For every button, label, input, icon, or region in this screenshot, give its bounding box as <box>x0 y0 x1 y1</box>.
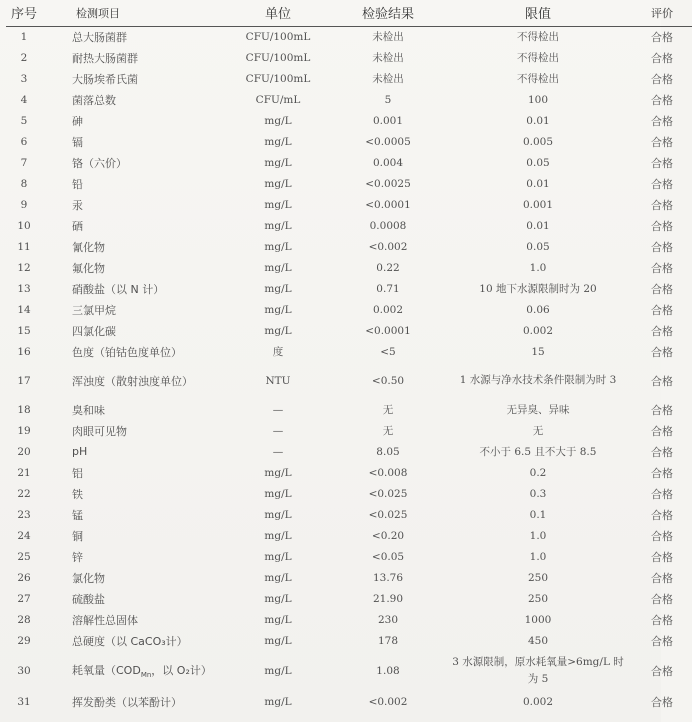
header-limit: 限值 <box>524 7 551 23</box>
row-limit: 不得检出 <box>517 31 559 44</box>
row-no: 26 <box>17 571 31 584</box>
row-eval: 合格 <box>651 93 673 107</box>
table-row <box>6 215 692 236</box>
row-no: 9 <box>20 198 28 211</box>
row-limit: 0.06 <box>526 303 550 316</box>
row-item: 锰 <box>72 508 83 522</box>
row-no: 17 <box>17 374 31 387</box>
row-item: 溶解性总固体 <box>72 613 138 627</box>
row-result: <0.002 <box>368 695 408 708</box>
row-item: 铅 <box>72 177 83 191</box>
table-row <box>6 173 692 194</box>
row-result: 0.71 <box>376 282 400 295</box>
row-unit: mg/L <box>264 695 292 708</box>
row-item: 臭和味 <box>72 403 105 417</box>
row-no: 23 <box>17 508 31 521</box>
row-item: 铁 <box>72 487 83 501</box>
row-unit: mg/L <box>264 324 292 337</box>
row-unit: CFU/100mL <box>245 30 311 43</box>
row-result: <0.025 <box>368 487 408 500</box>
row-limit: 0.3 <box>529 487 547 500</box>
row-unit: — <box>272 424 284 437</box>
row-no: 16 <box>17 345 31 358</box>
row-eval: 合格 <box>651 156 673 170</box>
row-unit: mg/L <box>264 487 292 500</box>
row-limit: 0.001 <box>522 198 554 211</box>
row-no: 20 <box>17 445 31 458</box>
row-eval: 合格 <box>651 198 673 212</box>
row-item: 三氯甲烷 <box>72 303 116 317</box>
row-unit: mg/L <box>264 177 292 190</box>
row-unit: mg/L <box>264 613 292 626</box>
row-eval: 合格 <box>651 135 673 149</box>
row-unit: mg/L <box>264 219 292 232</box>
row-eval: 合格 <box>651 303 673 317</box>
row-result: 13.76 <box>372 571 404 584</box>
row-eval: 合格 <box>651 613 673 627</box>
header-eval: 评价 <box>651 6 673 20</box>
table-row <box>6 236 692 257</box>
row-result: 未检出 <box>372 73 404 85</box>
row-result: 8.05 <box>376 445 400 458</box>
row-item: 大肠埃希氏菌 <box>72 72 138 86</box>
table-row <box>6 609 692 630</box>
row-item: 色度（铂钴色度单位） <box>72 345 182 359</box>
header-unit: 单位 <box>264 7 291 23</box>
row-limit: 1.0 <box>529 529 547 542</box>
row-unit: mg/L <box>264 529 292 542</box>
row-no: 19 <box>17 424 31 437</box>
row-eval: 合格 <box>651 592 673 606</box>
row-no: 13 <box>17 282 31 295</box>
row-eval: 合格 <box>651 114 673 128</box>
row-unit: mg/L <box>264 303 292 316</box>
row-unit: mg/L <box>264 466 292 479</box>
row-no: 10 <box>17 219 31 232</box>
row-eval: 合格 <box>651 445 673 459</box>
table-row <box>6 546 692 567</box>
row-item: 氯化物 <box>72 571 105 585</box>
row-result: 0.0008 <box>369 219 407 232</box>
row-limit: 不小于 6.5 且不大于 8.5 <box>479 446 597 458</box>
row-result: <0.0001 <box>365 324 411 337</box>
row-item: 肉眼可见物 <box>72 424 127 438</box>
table-row <box>6 441 692 462</box>
row-limit: 450 <box>527 634 549 647</box>
row-item: 菌落总数 <box>72 93 116 107</box>
row-limit: 1000 <box>524 613 552 626</box>
row-eval: 合格 <box>651 466 673 480</box>
row-item: 铬（六价） <box>72 156 127 170</box>
row-item: 铜 <box>72 529 83 543</box>
row-limit: 0.2 <box>529 466 547 479</box>
row-result: 1.08 <box>376 665 400 677</box>
row-no: 11 <box>17 240 31 253</box>
table-row <box>6 26 692 47</box>
row-result: 21.90 <box>372 592 404 605</box>
row-eval: 合格 <box>651 529 673 543</box>
row-result: <0.0001 <box>365 198 411 211</box>
row-limit: 1 水源与净水技术条件限制为时 3 <box>459 374 617 386</box>
row-item: 锌 <box>72 550 83 564</box>
row-no: 3 <box>20 72 28 85</box>
row-limit: 1.0 <box>529 261 547 274</box>
row-eval: 合格 <box>651 424 673 438</box>
row-eval: 合格 <box>651 72 673 86</box>
row-item: 挥发酚类（以苯酚计） <box>72 695 182 709</box>
row-no: 28 <box>17 613 31 626</box>
row-item: 耗氧量（$COD_{Mn}$，以 O₂计） <box>72 664 212 680</box>
row-item: 硝酸盐（以 N 计） <box>72 282 165 296</box>
row-eval: 合格 <box>651 550 673 564</box>
row-unit: mg/L <box>264 282 292 295</box>
row-item: 氰化物 <box>72 240 105 254</box>
row-limit: 不得检出 <box>517 52 559 64</box>
row-eval: 合格 <box>651 665 673 678</box>
row-no: 27 <box>17 592 31 605</box>
row-eval: 合格 <box>651 695 673 709</box>
row-limit: 无异臭、异味 <box>506 404 570 416</box>
row-result: <0.002 <box>368 240 408 253</box>
row-eval: 合格 <box>651 177 673 191</box>
row-limit: 0.01 <box>526 177 550 190</box>
row-result: 未检出 <box>372 31 404 44</box>
row-unit: mg/L <box>264 261 292 274</box>
table-row <box>6 420 692 441</box>
row-result: 230 <box>377 613 399 626</box>
row-limit: 无 <box>532 425 544 437</box>
row-unit: mg/L <box>264 571 292 584</box>
row-result: 0.002 <box>372 303 404 316</box>
row-eval: 合格 <box>651 345 673 359</box>
row-limit: 250 <box>527 571 549 584</box>
row-eval: 合格 <box>651 374 673 388</box>
table-row <box>6 68 692 89</box>
header-item: 检测项目 <box>76 6 120 20</box>
row-eval: 合格 <box>651 403 673 417</box>
row-eval: 合格 <box>651 324 673 338</box>
row-limit: 0.1 <box>529 508 547 521</box>
row-item: 四氯化碳 <box>72 324 116 338</box>
row-no: 29 <box>17 634 31 647</box>
row-no: 6 <box>20 135 28 148</box>
row-result: <0.008 <box>368 466 408 479</box>
row-unit: mg/L <box>264 135 292 148</box>
table-row <box>6 89 692 110</box>
row-limit: 3 水源限制，原水耗氧量>6mg/L 时为 5 <box>452 656 624 685</box>
row-no: 22 <box>17 487 31 500</box>
row-item: 砷 <box>72 114 83 128</box>
row-result: <0.025 <box>368 508 408 521</box>
table-row <box>6 110 692 131</box>
row-no: 8 <box>20 177 28 190</box>
row-result: <0.05 <box>371 550 405 563</box>
row-result: 0.004 <box>372 156 404 169</box>
table-row <box>6 152 692 173</box>
table-row <box>6 483 692 504</box>
row-limit: 250 <box>527 592 549 605</box>
row-result: 无 <box>382 404 394 416</box>
row-result: 0.001 <box>372 114 404 127</box>
row-result: 未检出 <box>372 52 404 64</box>
row-eval: 合格 <box>651 571 673 585</box>
row-item: 铝 <box>72 466 83 480</box>
row-no: 5 <box>20 114 28 127</box>
row-no: 30 <box>17 665 31 677</box>
row-unit: mg/L <box>264 114 292 127</box>
table-row <box>6 341 692 362</box>
row-item: 硒 <box>72 219 83 233</box>
row-result: 0.22 <box>376 261 400 274</box>
row-unit: mg/L <box>264 634 292 647</box>
table-row <box>6 567 692 588</box>
row-item: 氟化物 <box>72 261 105 275</box>
row-no: 25 <box>17 550 31 563</box>
table-row <box>6 525 692 546</box>
row-eval: 合格 <box>651 240 673 254</box>
row-unit: mg/L <box>264 665 292 677</box>
row-no: 2 <box>20 51 28 64</box>
table-row <box>6 299 692 320</box>
row-limit: 1.0 <box>529 550 547 563</box>
row-limit: 不得检出 <box>517 73 559 85</box>
table-row <box>6 47 692 68</box>
row-item: 总硬度（以 CaCO₃计） <box>72 634 188 648</box>
row-eval: 合格 <box>651 487 673 501</box>
row-limit: 0.01 <box>526 219 550 232</box>
row-no: 1 <box>20 30 28 43</box>
table-row <box>6 462 692 483</box>
table-row <box>6 194 692 215</box>
table-row <box>6 278 692 299</box>
table-row <box>6 691 692 712</box>
row-result: 无 <box>382 425 394 437</box>
row-unit: — <box>272 445 284 458</box>
row-unit: mg/L <box>264 198 292 211</box>
table-row <box>6 257 692 278</box>
row-no: 31 <box>17 695 31 708</box>
row-unit: mg/L <box>264 508 292 521</box>
row-limit: 0.005 <box>522 135 554 148</box>
table-row <box>6 399 692 420</box>
row-item: 硫酸盐 <box>72 592 105 606</box>
row-limit: 0.05 <box>526 240 550 253</box>
row-unit: 度 <box>272 346 284 358</box>
row-limit: 100 <box>527 93 549 106</box>
row-no: 18 <box>17 403 31 416</box>
row-result: 178 <box>377 634 399 647</box>
row-limit: 0.002 <box>522 324 554 337</box>
row-eval: 合格 <box>651 51 673 65</box>
row-eval: 合格 <box>651 282 673 296</box>
table-row <box>6 651 692 691</box>
row-eval: 合格 <box>651 508 673 522</box>
row-eval: 合格 <box>651 261 673 275</box>
row-result: <0.20 <box>371 529 405 542</box>
row-result: <0.0025 <box>365 177 411 190</box>
row-item: 耐热大肠菌群 <box>72 51 138 65</box>
water-quality-table <box>6 0 692 712</box>
header-result: 检验结果 <box>361 7 414 23</box>
row-unit: CFU/100mL <box>245 51 311 64</box>
row-limit: 0.05 <box>526 156 550 169</box>
row-no: 21 <box>17 466 31 479</box>
table-header-row <box>6 0 692 26</box>
table-row <box>6 504 692 525</box>
table-row <box>6 630 692 651</box>
row-unit: CFU/mL <box>255 93 301 106</box>
row-result: <0.0005 <box>365 135 411 148</box>
row-unit: — <box>272 403 284 416</box>
table-row <box>6 131 692 152</box>
table-body <box>6 26 692 712</box>
row-no: 12 <box>17 261 31 274</box>
header-no: 序号 <box>10 7 37 23</box>
row-no: 15 <box>17 324 31 337</box>
row-unit: mg/L <box>264 550 292 563</box>
row-no: 24 <box>17 529 31 542</box>
row-unit: NTU <box>265 374 291 387</box>
row-eval: 合格 <box>651 634 673 648</box>
row-eval: 合格 <box>651 219 673 233</box>
row-item: 镉 <box>72 135 83 149</box>
row-item: pH <box>72 445 88 458</box>
row-result: <5 <box>380 345 396 358</box>
table-row <box>6 362 692 399</box>
row-unit: mg/L <box>264 156 292 169</box>
row-item: 汞 <box>72 198 83 212</box>
row-limit: 15 <box>531 345 545 358</box>
row-item: 总大肠菌群 <box>72 30 127 44</box>
table-row <box>6 320 692 341</box>
row-limit: 10 地下水源限制时为 20 <box>479 283 597 295</box>
row-no: 7 <box>20 156 28 169</box>
table-row <box>6 588 692 609</box>
row-unit: mg/L <box>264 240 292 253</box>
row-unit: CFU/100mL <box>245 72 311 85</box>
row-eval: 合格 <box>651 30 673 44</box>
row-no: 14 <box>17 303 31 316</box>
row-unit: mg/L <box>264 592 292 605</box>
row-result: 5 <box>384 93 392 106</box>
row-no: 4 <box>20 93 28 106</box>
row-item: 浑浊度（散射浊度单位） <box>72 374 193 388</box>
row-limit: 0.002 <box>522 695 554 708</box>
row-result: <0.50 <box>371 374 405 387</box>
row-limit: 0.01 <box>526 114 550 127</box>
